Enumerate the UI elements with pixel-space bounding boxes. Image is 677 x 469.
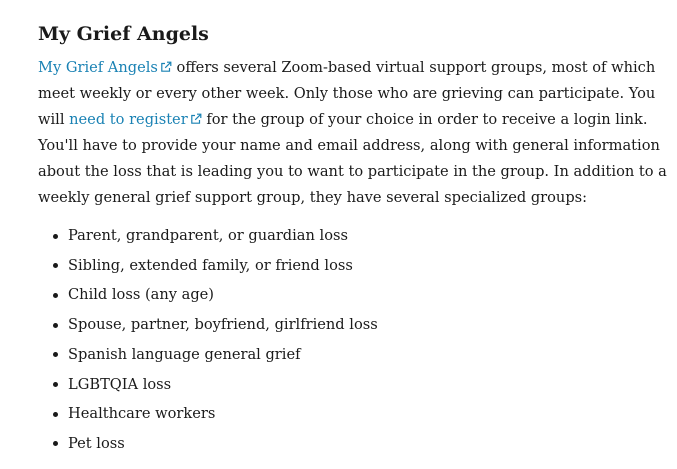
list-item xyxy=(50,370,653,400)
list-item-label: LGBTQIA loss xyxy=(68,375,172,393)
list-item-label: Healthcare workers xyxy=(68,405,216,423)
list-item xyxy=(50,340,653,370)
my-grief-angels-link-label: My Grief Angels xyxy=(38,59,158,76)
bullet-icon xyxy=(53,234,58,239)
list-item-label: Spouse, partner, boyfriend, girlfriend loss xyxy=(68,316,378,334)
bullet-icon xyxy=(53,412,58,417)
intro-text-part2: for the group of your choice in order to receive a login link. You'll have to provide your name and email address, along with general information about the loss that is leading you to want to participate in the group. In addition to a weekly general grief support group, they have several specialized groups: xyxy=(38,111,667,206)
list-item xyxy=(50,399,653,429)
list-item xyxy=(50,310,653,340)
bullet-icon xyxy=(53,441,58,446)
list-item xyxy=(50,221,653,251)
list-item-label: Child loss (any age) xyxy=(68,286,215,304)
bullet-icon xyxy=(53,382,58,387)
bullet-icon xyxy=(53,293,58,298)
bullet-icon xyxy=(53,323,58,328)
my-grief-angels-link[interactable] xyxy=(38,59,172,76)
section-title: My Grief Angels xyxy=(38,23,209,45)
list-item xyxy=(50,429,653,459)
intro-paragraph xyxy=(38,55,677,211)
need-to-register-link-label: need to register xyxy=(69,111,188,128)
external-link-icon xyxy=(160,61,172,73)
need-to-register-link[interactable] xyxy=(69,111,202,128)
list-item xyxy=(50,280,653,310)
list-item-label: Sibling, extended family, or friend loss xyxy=(68,256,353,274)
list-item-label: Pet loss xyxy=(68,434,125,452)
bullet-icon xyxy=(53,263,58,268)
list-item-label: Spanish language general grief xyxy=(68,345,301,363)
external-link-icon xyxy=(190,113,202,125)
list-item-label: Parent, grandparent, or guardian loss xyxy=(68,227,348,244)
list-item xyxy=(50,251,653,281)
bullet-icon xyxy=(53,352,58,357)
support-groups-list xyxy=(38,221,653,459)
intro-text-part1: offers several Zoom-based virtual support groups, most of which meet weekly or every other week. Only those who are grieving can participate. You will xyxy=(38,59,656,128)
